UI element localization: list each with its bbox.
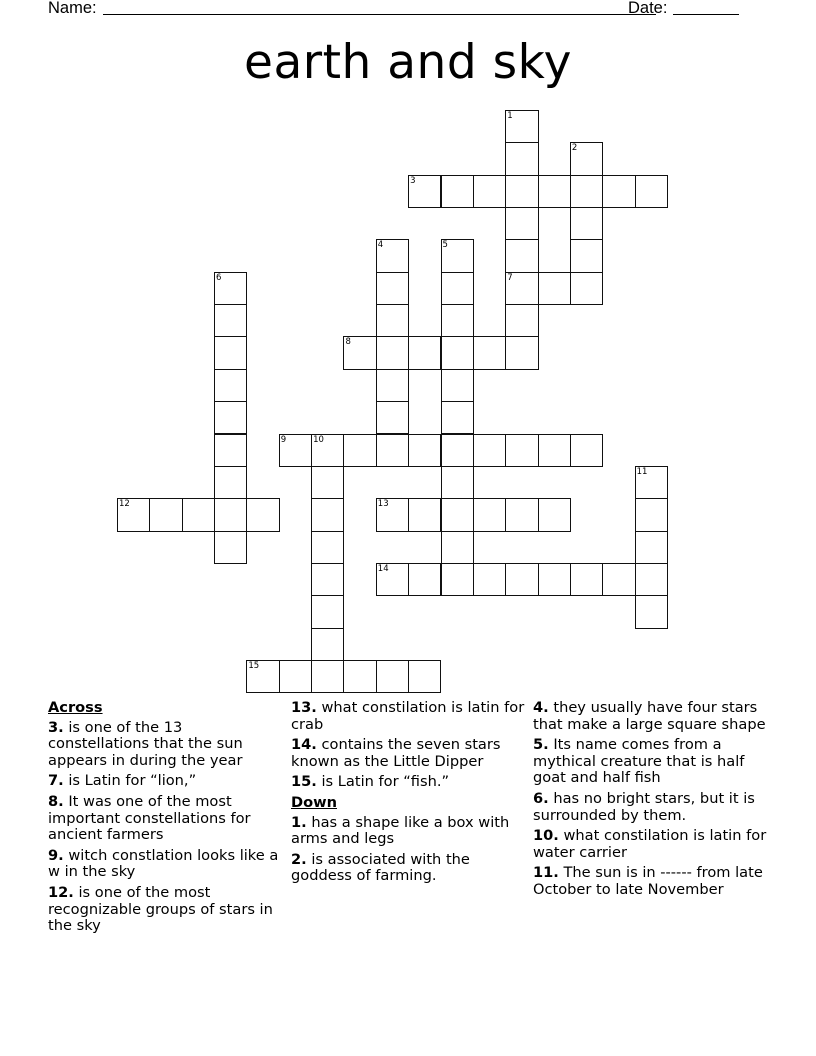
clue-down-4: [533, 700, 773, 733]
clue-across-13: [291, 700, 526, 733]
grid-cell[interactable]: [214, 401, 247, 434]
clue-text: they usually have four stars that make a large square shape: [533, 699, 766, 733]
clue-text: has no bright stars, but it is surrounded by them.: [533, 789, 755, 824]
grid-cell[interactable]: [570, 563, 603, 596]
cell-number: 14: [377, 563, 389, 574]
clue-number: 6.: [533, 789, 549, 807]
grid-cell[interactable]: [376, 304, 409, 337]
grid-cell[interactable]: [408, 563, 441, 596]
grid-cell[interactable]: [182, 498, 215, 531]
clue-number: 12.: [48, 883, 74, 901]
clue-text: witch constlation looks like a w in the sky: [48, 846, 279, 881]
grid-cell[interactable]: [376, 401, 409, 434]
clue-down-2: [291, 852, 526, 885]
cell-number: 9: [280, 434, 287, 445]
clue-text: what constilation is latin for crab: [291, 699, 525, 733]
grid-cell[interactable]: [538, 498, 571, 531]
grid-cell[interactable]: [279, 660, 312, 693]
cell-number: 15: [248, 660, 260, 671]
clue-text: is Latin for “lion,”: [68, 772, 197, 790]
grid-cell[interactable]: [214, 531, 247, 564]
clue-text: is one of the 13 constellations that the sun appears in during the year: [48, 718, 243, 769]
across-heading: Across: [48, 699, 103, 716]
grid-cell[interactable]: [473, 434, 506, 467]
grid-cell[interactable]: [279, 434, 312, 467]
grid-cell[interactable]: [214, 466, 247, 499]
clue-across-3: [48, 720, 283, 770]
name-label: Name:: [48, 0, 97, 17]
grid-cell[interactable]: [311, 498, 344, 531]
clue-number: 14.: [291, 736, 317, 754]
clue-across-14: [291, 737, 526, 770]
grid-cell[interactable]: [441, 466, 474, 499]
grid-cell[interactable]: [376, 272, 409, 305]
clue-text: is one of the most recognizable groups of stars in the sky: [48, 883, 273, 935]
clue-down-11: [533, 865, 773, 898]
grid-cell[interactable]: [505, 110, 538, 143]
grid-cell[interactable]: [246, 498, 279, 531]
grid-cell[interactable]: [376, 239, 409, 272]
clue-number: 9.: [48, 846, 64, 864]
clue-number: 7.: [48, 772, 64, 790]
grid-cell[interactable]: [408, 336, 441, 369]
grid-cell[interactable]: [570, 239, 603, 272]
grid-cell[interactable]: [343, 336, 376, 369]
cell-number: 4: [377, 240, 384, 251]
grid-cell[interactable]: [214, 369, 247, 402]
clue-across-7: [48, 773, 283, 790]
grid-cell[interactable]: [602, 175, 635, 208]
clue-across-9: [48, 848, 283, 881]
clue-number: 3.: [48, 718, 64, 736]
clue-text: The sun is in ------ from late October to late November: [533, 864, 763, 898]
grid-cell[interactable]: [441, 175, 474, 208]
grid-cell[interactable]: [343, 434, 376, 467]
grid-cell[interactable]: [505, 434, 538, 467]
grid-cell[interactable]: [538, 434, 571, 467]
grid-cell[interactable]: [570, 175, 603, 208]
grid-cell[interactable]: [473, 563, 506, 596]
clue-text: is associated with the goddess of farming.: [291, 850, 470, 885]
grid-cell[interactable]: [602, 563, 635, 596]
grid-cell[interactable]: [635, 563, 668, 596]
cell-number: 11: [636, 466, 648, 477]
clue-down-1: [291, 815, 526, 848]
cell-number: 2: [571, 143, 578, 154]
clue-text: has a shape like a box with arms and legs: [291, 813, 510, 848]
grid-cell[interactable]: [635, 175, 668, 208]
clue-across-12: [48, 885, 283, 935]
cell-number: 10: [313, 434, 324, 445]
grid-cell[interactable]: [570, 434, 603, 467]
clue-number: 4.: [533, 699, 549, 716]
down-heading: Down: [291, 793, 338, 811]
clue-number: 2.: [291, 850, 307, 868]
clue-down-6: [533, 791, 773, 824]
cell-number: 6: [216, 272, 222, 283]
cell-number: 3: [410, 175, 416, 186]
grid-cell[interactable]: [505, 498, 538, 531]
grid-cell[interactable]: [311, 531, 344, 564]
grid-cell[interactable]: [505, 563, 538, 596]
grid-cell[interactable]: [149, 498, 182, 531]
grid-cell[interactable]: [441, 563, 474, 596]
grid-cell[interactable]: [635, 595, 668, 628]
grid-cell[interactable]: [408, 498, 441, 531]
grid-cell[interactable]: [376, 563, 409, 596]
grid-cell[interactable]: [505, 207, 538, 240]
cell-number: 12: [119, 499, 130, 510]
grid-cell[interactable]: [441, 272, 474, 305]
grid-cell[interactable]: [214, 304, 247, 337]
clues-column-2: [291, 700, 526, 889]
clue-text: contains the seven stars known as the Little Dipper: [291, 736, 501, 770]
grid-cell[interactable]: [570, 272, 603, 305]
clue-across-15: [291, 774, 526, 791]
grid-cell[interactable]: [505, 336, 538, 369]
grid-cell[interactable]: [505, 272, 538, 305]
cell-number: 5: [442, 240, 448, 251]
grid-cell[interactable]: [376, 369, 409, 402]
clue-down-5: [533, 737, 773, 787]
grid-cell[interactable]: [441, 304, 474, 337]
grid-cell[interactable]: [505, 142, 538, 175]
clues-column-1: [48, 700, 283, 939]
cell-number: 13: [377, 499, 389, 510]
grid-cell[interactable]: [214, 336, 247, 369]
grid-cell[interactable]: [343, 660, 376, 693]
grid-cell[interactable]: [473, 175, 506, 208]
grid-cell[interactable]: [311, 628, 344, 661]
grid-cell[interactable]: [214, 272, 247, 305]
clue-number: 13.: [291, 699, 317, 716]
cell-number: 7: [507, 272, 513, 283]
grid-cell[interactable]: [441, 401, 474, 434]
cell-number: 8: [345, 337, 351, 348]
grid-cell[interactable]: [376, 336, 409, 369]
grid-cell[interactable]: [214, 434, 247, 467]
grid-cell[interactable]: [441, 531, 474, 564]
grid-cell[interactable]: [311, 660, 344, 693]
grid-cell[interactable]: [441, 498, 474, 531]
grid-cell[interactable]: [376, 498, 409, 531]
grid-cell[interactable]: [311, 595, 344, 628]
grid-cell[interactable]: [441, 239, 474, 272]
puzzle-title: earth and sky: [244, 35, 572, 90]
grid-cell[interactable]: [311, 466, 344, 499]
grid-cell[interactable]: [538, 175, 571, 208]
grid-cell[interactable]: [246, 660, 279, 693]
grid-cell[interactable]: [635, 466, 668, 499]
grid-cell[interactable]: [441, 336, 474, 369]
grid-cell[interactable]: [441, 434, 474, 467]
grid-cell[interactable]: [635, 498, 668, 531]
grid-cell[interactable]: [570, 207, 603, 240]
grid-cell[interactable]: [117, 498, 150, 531]
grid-cell[interactable]: [408, 660, 441, 693]
grid-cell[interactable]: [505, 239, 538, 272]
grid-cell[interactable]: [441, 369, 474, 402]
clues-column-3: [533, 700, 773, 903]
clue-text: what constilation is latin for water carrier: [533, 827, 767, 861]
grid-cell[interactable]: [376, 434, 409, 467]
clue-number: 5.: [533, 736, 549, 754]
clue-number: 8.: [48, 792, 64, 810]
grid-cell[interactable]: [570, 142, 603, 175]
clue-down-10: [533, 828, 773, 861]
grid-cell[interactable]: [214, 498, 247, 531]
clue-across-8: [48, 794, 283, 844]
clue-number: 1.: [291, 813, 307, 831]
grid-cell[interactable]: [505, 304, 538, 337]
grid-cell[interactable]: [311, 563, 344, 596]
grid-cell[interactable]: [376, 660, 409, 693]
date-label: Date:: [628, 0, 668, 17]
clue-text: is Latin for “fish.”: [321, 773, 450, 791]
cell-number: 1: [507, 111, 513, 121]
grid-cell[interactable]: [473, 336, 506, 369]
grid-cell[interactable]: [473, 498, 506, 531]
grid-cell[interactable]: [538, 272, 571, 305]
grid-cell[interactable]: [408, 434, 441, 467]
grid-cell[interactable]: [635, 531, 668, 564]
clue-number: 15.: [291, 773, 317, 791]
grid-cell[interactable]: [408, 175, 441, 208]
grid-cell[interactable]: [505, 175, 538, 208]
grid-cell[interactable]: [311, 434, 344, 467]
clue-text: It was one of the most important constellations for ancient farmers: [48, 792, 251, 844]
clue-number: 10.: [533, 827, 559, 845]
clue-number: 11.: [533, 864, 559, 882]
clue-text: Its name comes from a mythical creature that is half goat and half fish: [533, 736, 745, 787]
grid-cell[interactable]: [538, 563, 571, 596]
